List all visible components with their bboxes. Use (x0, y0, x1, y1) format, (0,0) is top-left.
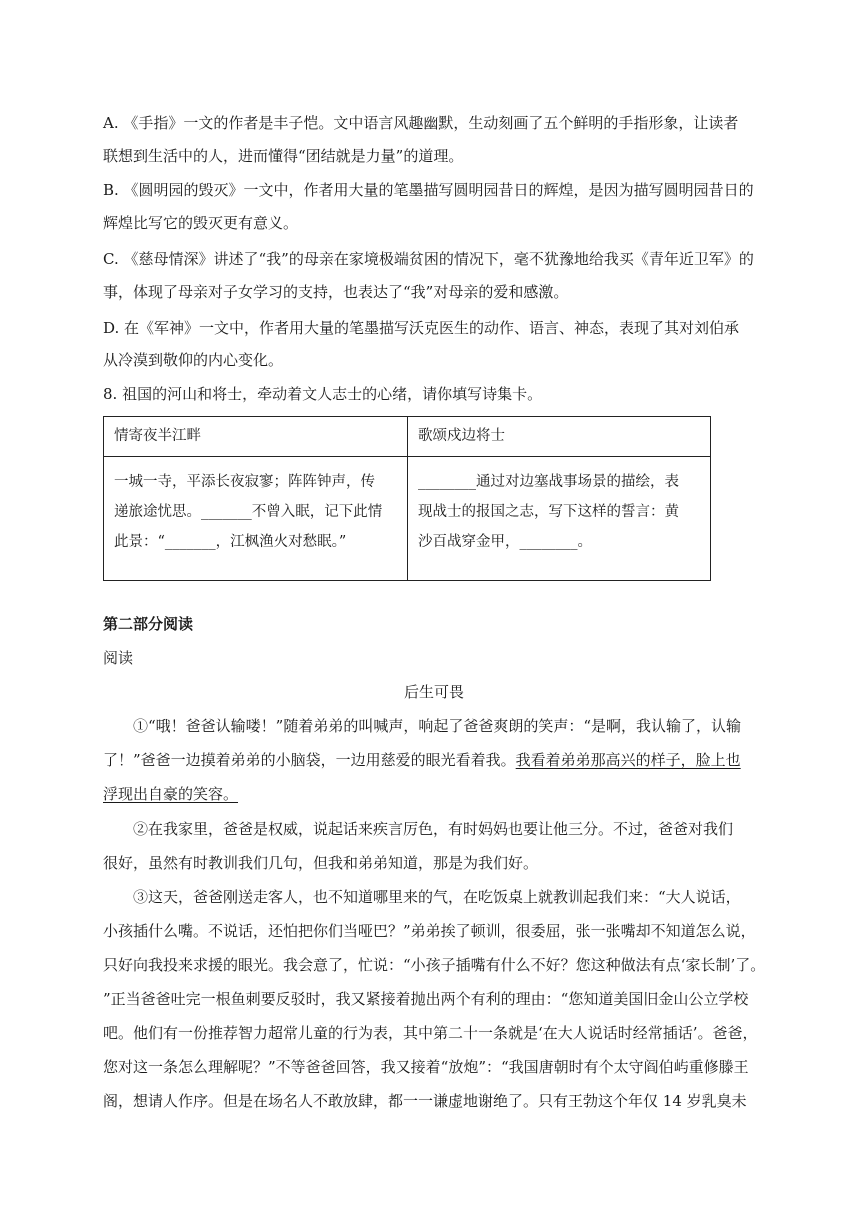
option-b-line-2: 辉煌比写它的毁灭更有意义。 (103, 214, 299, 232)
poem-card-cell-1 (104, 457, 408, 581)
paragraph-3-line-4: ”正当爸爸吐完一根鱼刺要反驳时，我又紧接着抛出两个有利的理由：“您知道美国旧金山公立学校 (103, 990, 749, 1008)
paragraph-3-line-3: 只好向我投来求援的眼光。我会意了，忙说：“小孩子插嘴有什么不好？您这种做法有点‘家长制’了。 (103, 956, 766, 974)
cell-2-line: ________通过对边塞战事场景的描绘，表 (418, 474, 679, 490)
paragraph-3-line-5: 吧。他们有一份推荐智力超常儿童的行为表，其中第二十一条就是‘在大人说话时经常插话’。爸爸， (103, 1024, 758, 1042)
poem-card-cell-2 (408, 457, 711, 581)
paragraph-1-text: 了！”爸爸一边摸着弟弟的小脑袋，一边用慈爱的眼光看着我。 (103, 751, 516, 769)
poem-card-table (103, 416, 711, 581)
paragraph-2-line-1: ②在我家里，爸爸是权威，说起话来疾言厉色，有时妈妈也要让他三分。不过，爸爸对我们 (133, 820, 734, 838)
option-a-line-2: 联想到生活中的人，进而懂得“团结就是力量”的道理。 (103, 147, 464, 165)
paragraph-3-line-7: 阁，想请人作序。但是在场名人不敢放肆，都一一谦虚地谢绝了。只有王勃这个年仅 14 岁乳臭未 (103, 1092, 747, 1110)
cell-2-line: 现战士的报国之志，写下这样的誓言：黄 (418, 504, 679, 520)
option-c-line-1: C. 《慈母情深》讲述了“我”的母亲在家境极端贫困的情况下，毫不犹豫地给我买《青年近卫军》的 (103, 250, 754, 268)
part-two-title: 第二部分阅读 (103, 615, 194, 633)
paragraph-3-line-2: 小孩插什么嘴。不说话，还怕把你们当哑巴？”弟弟挨了顿训，很委屈，张一张嘴却不知道怎么说， (103, 922, 756, 940)
question-8-prompt: 8. 祖国的河山和将士，牵动着文人志士的心绪，请你填写诗集卡。 (103, 385, 543, 403)
cell-2-line: 沙百战穿金甲，________。 (418, 534, 592, 550)
cell-1-line: 此景：“_______，江枫渔火对愁眠。” (114, 534, 347, 550)
paragraph-3-line-6: 您对这一条怎么理解呢？”不等爸爸回答，我又接着“放炮”：“我国唐朝时有个太守阎伯屿重修滕王 (103, 1058, 749, 1076)
paragraph-2-line-2: 很好，虽然有时教训我们几句，但我和弟弟知道，那是为我们好。 (103, 854, 539, 872)
option-b-line-1: B. 《圆明园的毁灭》一文中，作者用大量的笔墨描写圆明园昔日的辉煌，是因为描写圆明园昔日的 (103, 181, 754, 199)
option-c-line-2: 事，体现了母亲对子女学习的支持，也表达了“我”对母亲的爱和感激。 (103, 283, 569, 301)
underlined-sentence: 我看着弟弟那高兴的样子，脸上也 (515, 751, 741, 769)
article-title: 后生可畏 (403, 683, 464, 701)
poem-card-header-1: 情寄夜半江畔 (104, 417, 408, 457)
paragraph-1-line-2 (103, 750, 741, 770)
section-label: 阅读 (103, 649, 134, 667)
option-d-line-2: 从冷漠到敬仰的内心变化。 (103, 351, 284, 369)
paragraph-1-line-3: 浮现出自豪的笑容。 (103, 785, 239, 803)
cell-1-line: 递旅途忧思。_______不曾入眠，记下此情 (114, 504, 383, 520)
option-d-line-1: D. 在《军神》一文中，作者用大量的笔墨描写沃克医生的动作、语言、神态，表现了其对刘伯承 (103, 319, 740, 337)
option-a-line-1: A. 《手指》一文的作者是丰子恺。文中语言风趣幽默，生动刻画了五个鲜明的手指形象，让读者 (103, 114, 739, 132)
poem-card-header-2: 歌颂戍边将士 (408, 417, 711, 457)
paragraph-3-line-1: ③这天，爸爸刚送走客人，也不知道哪里来的气，在吃饭桌上就教训起我们来：“大人说话， (133, 888, 741, 906)
cell-1-line: 一城一寺，平添长夜寂寥；阵阵钟声，传 (114, 474, 375, 490)
paragraph-1-line-1: ①“哦！爸爸认输喽！”随着弟弟的叫喊声，响起了爸爸爽朗的笑声：“是啊，我认输了，认输 (133, 717, 742, 735)
